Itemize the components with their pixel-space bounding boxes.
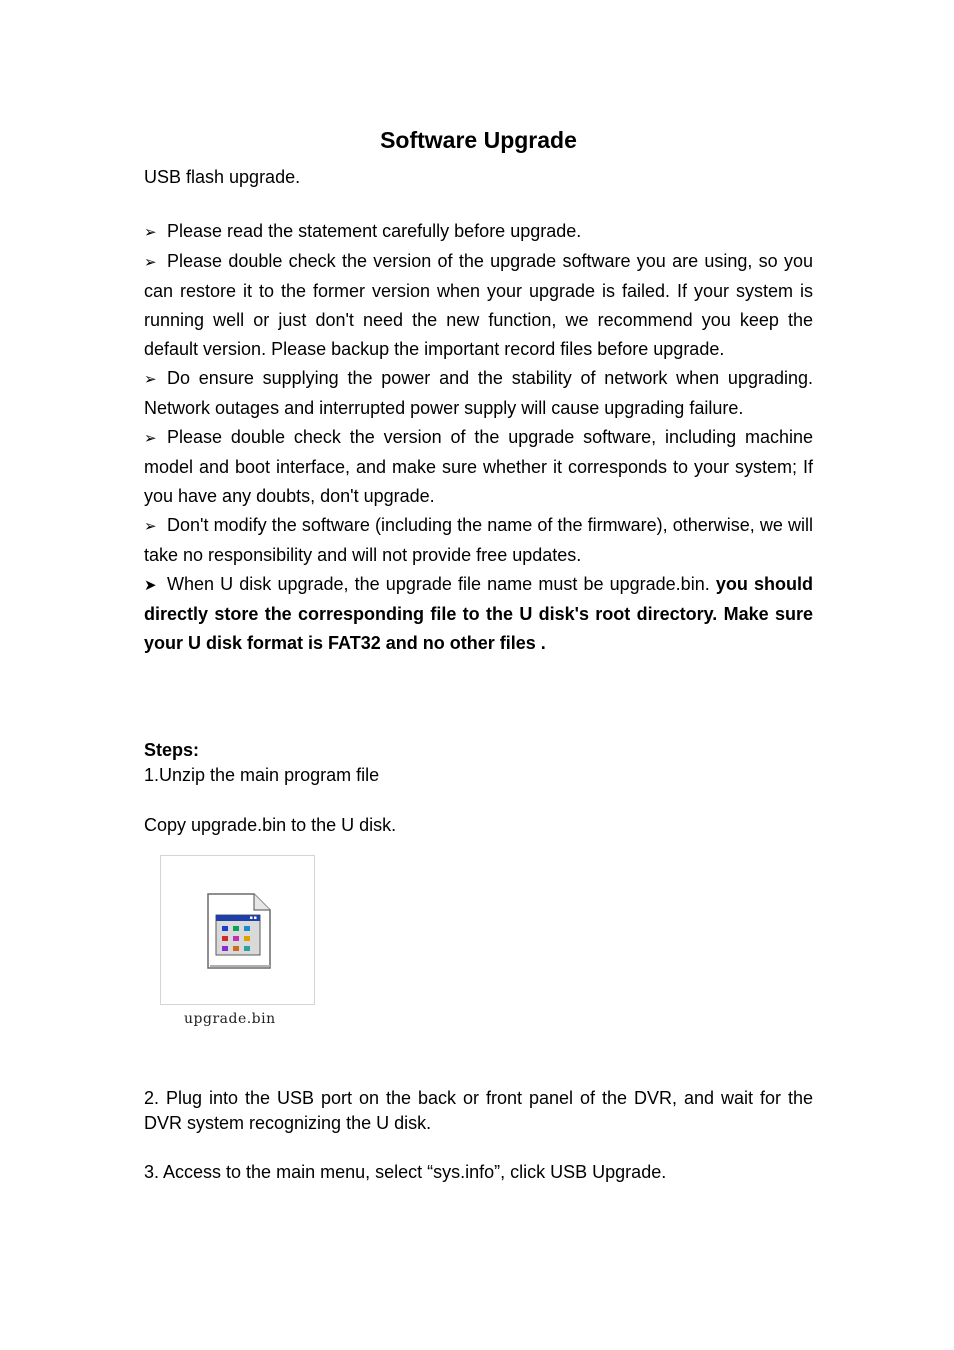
arrow-bullet-icon: ➢ <box>144 429 157 447</box>
steps-heading: Steps: <box>144 740 200 760</box>
bullet-text: Do ensure supplying the power and the stability of network when upgrading. Network outages and interrupted power supply will cause upgrading failure. <box>144 368 813 418</box>
page-title: Software Upgrade <box>380 127 577 153</box>
bullet-item <box>144 247 813 364</box>
arrow-bullet-icon: ➢ <box>144 517 157 535</box>
bullet-text: Please read the statement carefully before upgrade. <box>167 221 582 241</box>
bullet-item <box>144 511 813 570</box>
bullet-item <box>144 364 813 423</box>
arrow-bullet-icon: ➤ <box>144 576 157 594</box>
bullet-text: When U disk upgrade, the upgrade file name must be upgrade.bin. <box>167 574 710 594</box>
file-icon-frame <box>160 855 315 1005</box>
bullet-list <box>144 217 813 658</box>
application-file-icon <box>161 856 316 1006</box>
bullet-item-warning <box>144 570 813 658</box>
step-2-text: 2. Plug into the USB port on the back or front panel of the DVR, and wait for the DVR system recognizing the U disk. <box>144 1088 813 1133</box>
bullet-text: Don't modify the software (including the name of the firmware), otherwise, we will take no responsibility and will not provide free updates. <box>144 515 813 565</box>
arrow-bullet-icon: ➢ <box>144 223 157 241</box>
file-name-label: upgrade.bin <box>184 1011 276 1027</box>
bullet-text: Please double check the version of the upgrade software you are using, so you can restore it to the former version when your upgrade is failed. If your system is running well or just don't need the new function, we recommend you keep the default version. Please backup the important record files before upgrade. <box>144 251 813 359</box>
step-1-text: 1.Unzip the main program file <box>144 765 380 785</box>
step-3-text: 3. Access to the main menu, select “sys.info”, click USB Upgrade. <box>144 1162 667 1182</box>
arrow-bullet-icon: ➢ <box>144 370 157 388</box>
intro-text: USB flash upgrade. <box>144 167 301 187</box>
bullet-bold-warning: you should directly store the corresponding file to the U disk's root directory. Make sure your U disk format is FAT32 and no other files . <box>144 574 813 653</box>
bullet-item <box>144 217 813 247</box>
copy-instruction: Copy upgrade.bin to the U disk. <box>144 815 397 835</box>
bullet-text: Please double check the version of the upgrade software, including machine model and boot interface, and make sure whether it corresponds to your system; If you have any doubts, don't upgrade. <box>144 427 813 506</box>
bullet-item <box>144 423 813 511</box>
arrow-bullet-icon: ➢ <box>144 253 157 271</box>
